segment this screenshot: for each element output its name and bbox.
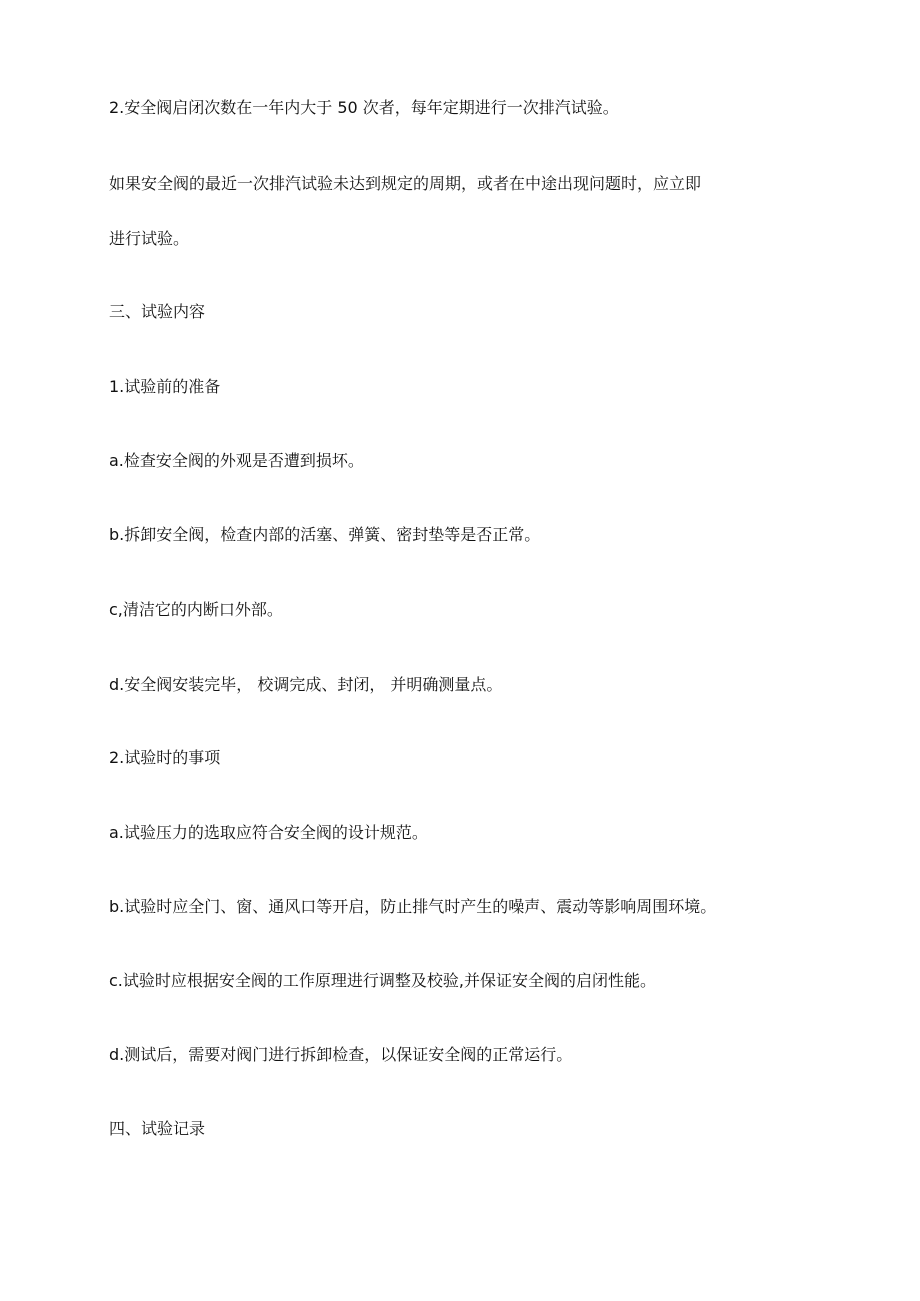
list-item: c.试验时应根据安全阀的工作原理进行调整及校验,并保证安全阀的启闭性能。 — [109, 971, 656, 990]
paragraph-line: 进行试验。 — [109, 229, 190, 248]
list-item: b.试验时应全门、窗、通风口等开启，防止排气时产生的噪声、震动等影响周围环境。 — [109, 897, 717, 916]
subsection-heading: 2.试验时的事项 — [109, 748, 221, 767]
subsection-heading: 1.试验前的准备 — [109, 377, 221, 396]
section-heading: 三、试验内容 — [109, 302, 206, 321]
paragraph-line: 如果安全阀的最近一次排汽试验未达到规定的周期，或者在中途出现问题时，应立即 — [109, 174, 702, 193]
list-item: c,清洁它的内断口外部。 — [109, 600, 283, 619]
list-item: d.安全阀安装完毕， 校调完成、封闭， 并明确测量点。 — [109, 675, 503, 694]
list-item: a.试验压力的选取应符合安全阀的设计规范。 — [109, 823, 428, 842]
section-heading: 四、试验记录 — [109, 1119, 206, 1138]
list-item: a.检查安全阀的外观是否遭到损坏。 — [109, 451, 364, 470]
paragraph-line: 2.安全阀启闭次数在一年内大于 50 次者，每年定期进行一次排汽试验。 — [109, 98, 619, 117]
list-item: d.测试后，需要对阀门进行拆卸检查，以保证安全阀的正常运行。 — [109, 1045, 573, 1064]
list-item: b.拆卸安全阀，检查内部的活塞、弹簧、密封垫等是否正常。 — [109, 525, 541, 544]
